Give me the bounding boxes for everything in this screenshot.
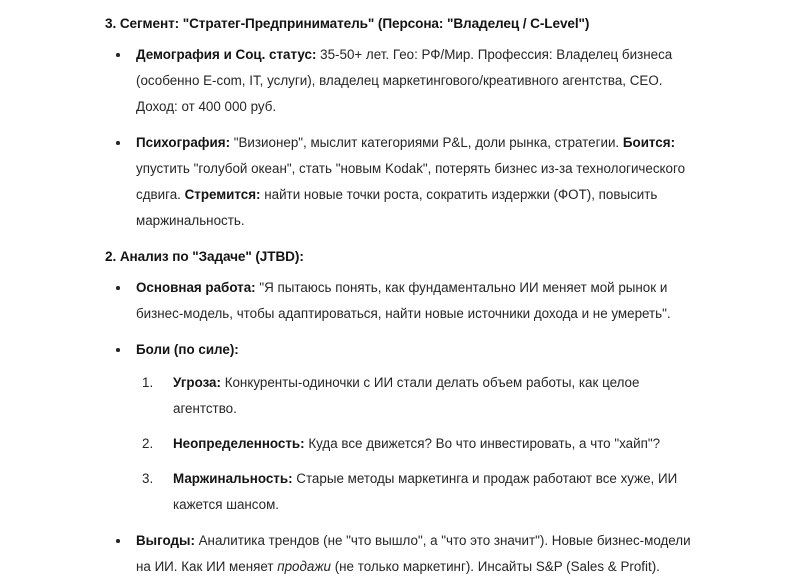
bullet-text-secondary: (не только маркетинг). Инсайты S&P (Sales & Profit). [330,559,660,574]
list-item [105,42,697,120]
bullet-label: Психография: [136,135,231,150]
bullet-text: "Визионер", мыслит категориями P&L, доли рынка, стратегии. [230,135,623,150]
bullet-text: "Я пытаюсь понять, как фундаментально ИИ меняет мой рынок и бизнес-модель, чтобы адаптироваться, найти новые источники дохода и не умереть". [136,280,671,321]
bullet-label: Боли (по силе): [136,342,239,357]
list-item [136,370,697,422]
numbered-text: Старые методы маркетинга и продаж работают все хуже, ИИ кажется шансом. [173,471,678,512]
bullet-label: Основная работа: [136,280,256,295]
bullet-text: 35-50+ лет. Гео: РФ/Мир. Профессия: Владелец бизнеса (особенно E-com, IT, услуги), владелец маркетингового/креативного агентства, CEO. Доход: от 400 000 руб. [136,47,673,114]
numbered-label: Маржинальность: [173,471,293,486]
bullet-text-secondary: упустить "голубой океан", стать "новым Kodak", потерять бизнес из-за технологического сдвига. [136,161,686,202]
section-heading-jtbd: 2. Анализ по "Задаче" (JTBD): [105,249,304,264]
numbered-text: Конкуренты-одиночки с ИИ стали делать объем работы, как целое агентство. [173,375,640,416]
section-heading-segment: 3. Сегмент: "Стратег-Предприниматель" (Персона: "Владелец / C-Level") [105,16,590,31]
bullet-label-secondary: Боится: [622,135,676,150]
bullet-text-tertiary: найти новые точки роста, сократить издержки (ФОТ), повысить маржинальность. [136,187,658,228]
list-item [136,466,697,518]
numbered-list-pains [136,370,697,518]
list-item [105,130,697,234]
bullet-list-segment [105,42,697,234]
numbered-label: Угроза: [173,375,221,390]
bullet-label: Выгоды: [136,533,195,548]
list-item [105,528,697,580]
numbered-label: Неопределенность: [173,436,305,451]
list-item-pains [105,337,697,518]
bullet-text: Аналитика трендов (не "что вышло", а "что это значит"). Новые бизнес-модели на ИИ. Как ИИ меняет [136,533,691,574]
list-item [105,275,697,327]
bullet-label-tertiary: Стремится: [184,187,261,202]
document-body [105,14,697,580]
bullet-text-italic: продажи [277,559,331,574]
list-item [136,431,697,457]
numbered-text: Куда все движется? Во что инвестировать, а что "хайп"? [304,436,661,451]
nested-list-wrapper [136,370,697,518]
bullet-label: Демография и Соц. статус: [136,47,317,62]
bullet-list-jtbd [105,275,697,580]
